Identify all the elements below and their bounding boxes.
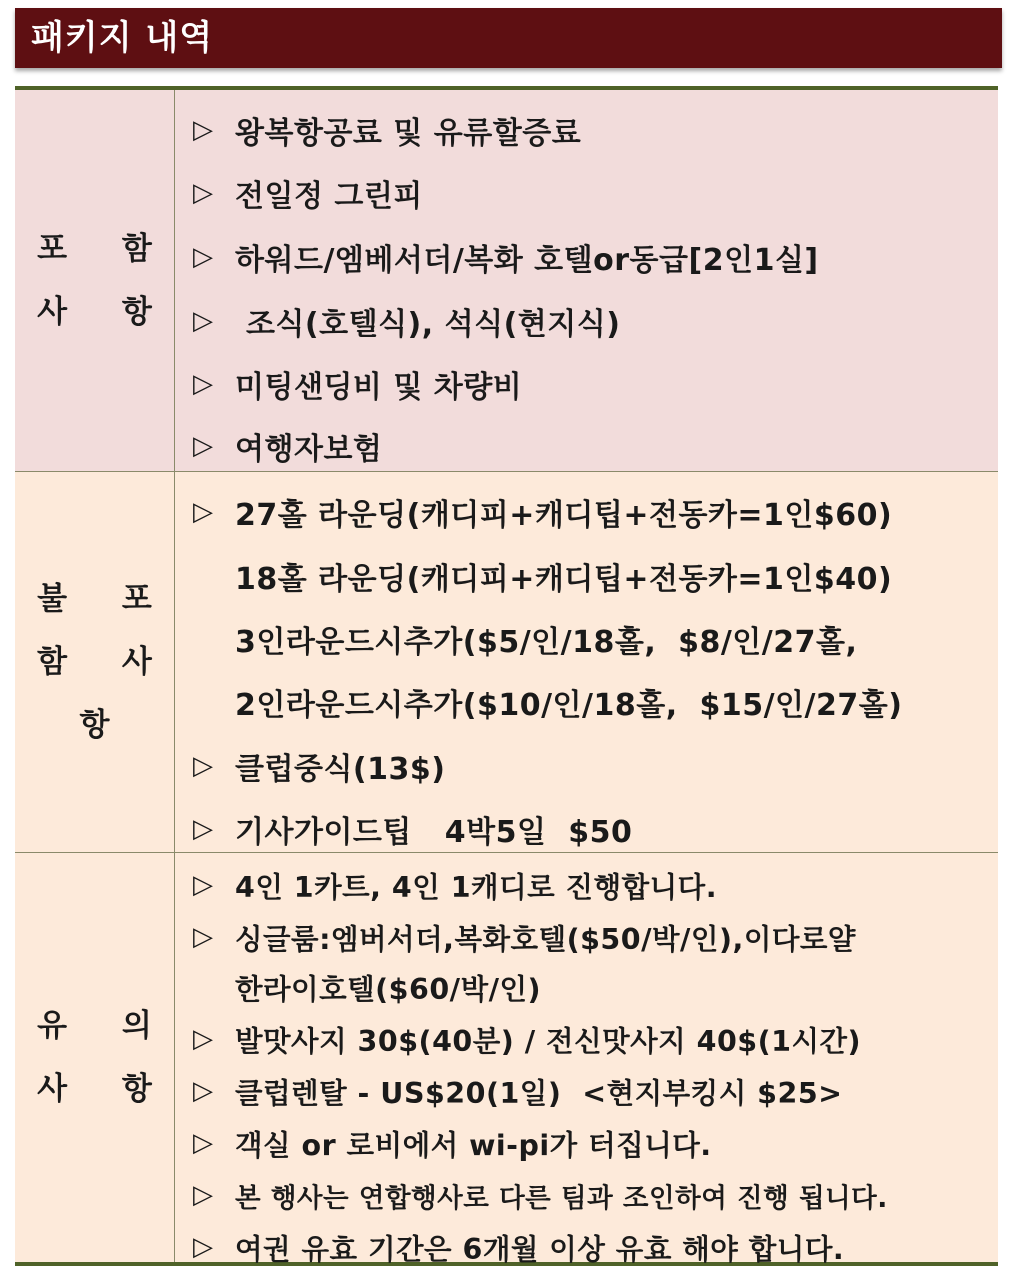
list-item xyxy=(193,1167,888,1223)
list-item xyxy=(193,484,892,540)
item-text: 객실 or 로비에서 wi-pi가 터집니다. xyxy=(235,1128,712,1162)
package-table xyxy=(15,86,998,1266)
triangle-bullet-icon: ▷ xyxy=(193,431,213,461)
item-text: 싱글룸:엠버서더,복화호텔($50/박/인),이다로얄 xyxy=(235,922,856,956)
page-title: 패키지 내역 xyxy=(31,18,214,58)
triangle-bullet-icon: ▷ xyxy=(193,922,213,952)
item-text: 클럽렌탈 - US$20(1일) <현지부킹시 $25> xyxy=(235,1076,843,1110)
item-text: 2인라운드시추가($10/인/18홀, $15/인/27홀) xyxy=(235,688,903,723)
triangle-bullet-icon: ▷ xyxy=(193,1128,213,1158)
list-item xyxy=(193,959,541,1015)
section-included xyxy=(15,90,998,471)
label-line: 포 함 xyxy=(37,230,174,267)
triangle-bullet-icon: ▷ xyxy=(193,306,213,336)
section-label-included xyxy=(15,90,175,471)
triangle-bullet-icon: ▷ xyxy=(193,1180,213,1210)
list-item xyxy=(193,909,856,965)
section-excluded xyxy=(15,471,998,852)
list-item xyxy=(193,293,620,349)
list-item xyxy=(193,1219,844,1275)
header-banner xyxy=(15,8,1002,68)
item-text: 하워드/엠베서더/복화 호텔or동급[2인1실] xyxy=(235,243,819,278)
label-line: 항 xyxy=(79,706,132,743)
section-notes xyxy=(15,852,998,1266)
list-item xyxy=(193,674,902,730)
triangle-bullet-icon: ▷ xyxy=(193,242,213,272)
list-item xyxy=(193,1011,861,1067)
item-text: 27홀 라운딩(캐디피+캐디팁+전동카=1인$60) xyxy=(235,498,893,533)
label-line: 함 사 xyxy=(37,643,174,680)
label-line: 불 포 xyxy=(37,580,174,617)
triangle-bullet-icon: ▷ xyxy=(193,751,213,781)
triangle-bullet-icon: ▷ xyxy=(193,870,213,900)
label-line: 사 항 xyxy=(37,1070,174,1107)
label-line: 사 항 xyxy=(37,293,174,330)
section-label-notes xyxy=(15,853,175,1262)
list-item xyxy=(193,611,857,667)
triangle-bullet-icon: ▷ xyxy=(193,1232,213,1262)
triangle-bullet-icon: ▷ xyxy=(193,497,213,527)
section-label-excluded xyxy=(15,472,175,852)
list-item xyxy=(193,857,717,913)
item-text: 기사가이드팁 4박5일 $50 xyxy=(235,815,633,850)
triangle-bullet-icon: ▷ xyxy=(193,1076,213,1106)
list-item xyxy=(193,801,632,857)
item-text: 한라이호텔($60/박/인) xyxy=(235,972,542,1006)
item-text: 발맛사지 30$(40분) / 전신맛사지 40$(1시간) xyxy=(235,1024,862,1058)
item-text: 3인라운드시추가($5/인/18홀, $8/인/27홀, xyxy=(235,625,858,660)
list-item xyxy=(193,229,819,285)
list-item xyxy=(193,548,892,604)
label-line: 유 의 xyxy=(37,1007,174,1044)
item-text: 여권 유효 기간은 6개월 이상 유효 해야 합니다. xyxy=(235,1232,845,1266)
item-text: 전일정 그린피 xyxy=(235,179,423,214)
item-text: 본 행사는 연합행사로 다른 팀과 조인하여 진행 됩니다. xyxy=(235,1182,888,1214)
item-text: 클럽중식(13$) xyxy=(235,752,446,787)
item-text: 여행자보험 xyxy=(235,432,383,467)
list-item xyxy=(193,165,423,221)
item-text: 조식(호텔식), 석식(현지식) xyxy=(235,307,621,342)
item-text: 미팅샌딩비 및 차량비 xyxy=(235,370,523,405)
list-item xyxy=(193,738,445,794)
item-text: 18홀 라운딩(캐디피+캐디팁+전동카=1인$40) xyxy=(235,562,893,597)
triangle-bullet-icon: ▷ xyxy=(193,814,213,844)
list-item xyxy=(193,1115,712,1171)
list-item xyxy=(193,1063,843,1119)
item-text: 4인 1카트, 4인 1캐디로 진행합니다. xyxy=(235,870,718,904)
list-item xyxy=(193,418,382,474)
list-item xyxy=(193,356,522,412)
triangle-bullet-icon: ▷ xyxy=(193,1024,213,1054)
triangle-bullet-icon: ▷ xyxy=(193,369,213,399)
item-text: 왕복항공료 및 유류할증료 xyxy=(235,116,582,151)
list-item xyxy=(193,102,581,158)
triangle-bullet-icon: ▷ xyxy=(193,178,213,208)
triangle-bullet-icon: ▷ xyxy=(193,115,213,145)
